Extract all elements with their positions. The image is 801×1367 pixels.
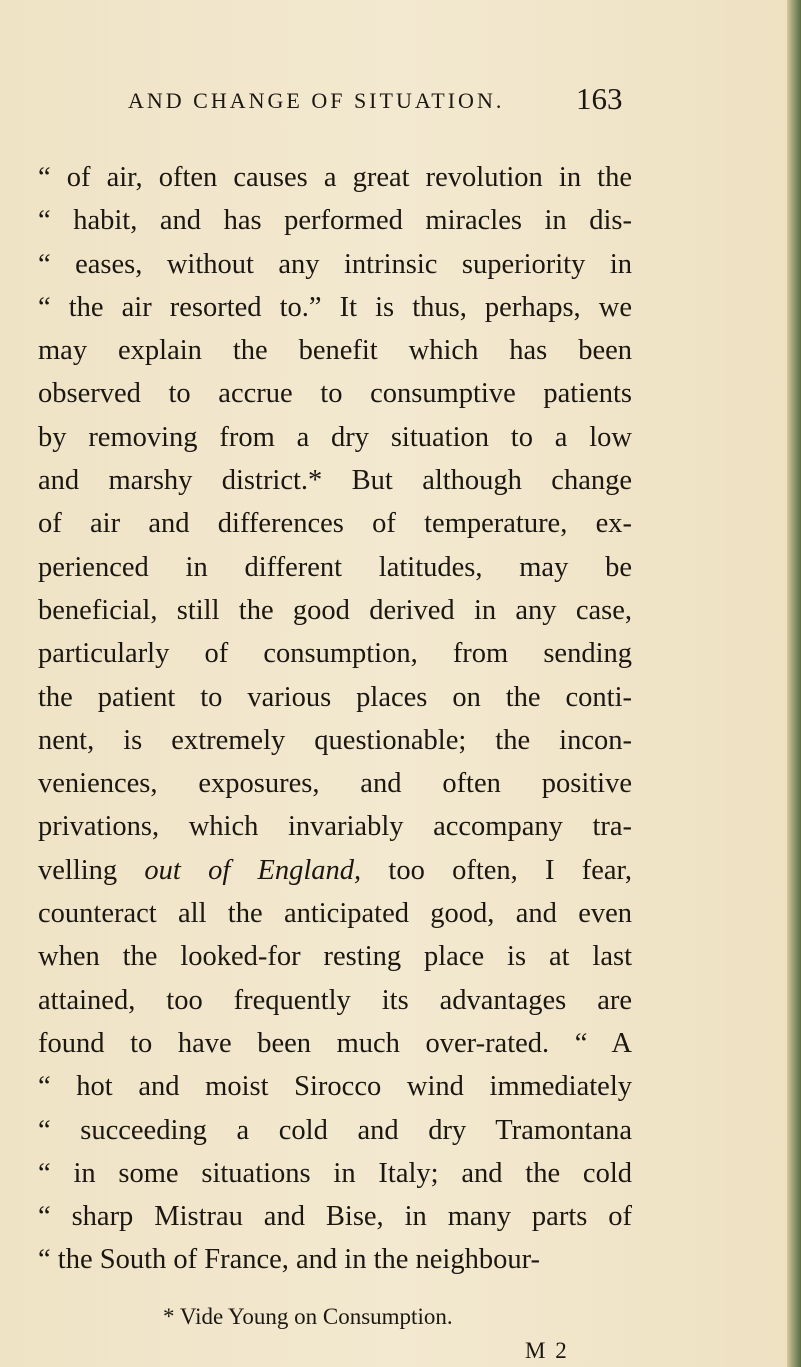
text-line: “ the South of France, and in the neighbour- (38, 1244, 541, 1276)
text-line: “ hot and moist Sirocco wind immediately (38, 1071, 632, 1103)
text-line: may explain the benefit which has been (38, 335, 632, 367)
text-line: beneficial, still the good derived in any case, (38, 594, 632, 626)
text-line: “ succeeding a cold and dry Tramontana (38, 1114, 632, 1146)
text-line: of air and differences of temperature, ex- (38, 508, 632, 540)
signature-mark: M 2 (525, 1338, 569, 1363)
text-line: particularly of consumption, from sending (38, 638, 632, 670)
text-line: “ of air, often causes a great revolution in the (38, 162, 632, 193)
running-header (128, 81, 628, 116)
footnote: * Vide Young on Consumption. (163, 1304, 453, 1329)
text-line-italic-phrase (38, 849, 632, 892)
text-line: “ the air resorted to.” It is thus, perhaps, we (38, 291, 632, 323)
text-line: “ eases, without any intrinsic superiority in (38, 248, 632, 280)
text-line: “ habit, and has performed miracles in dis- (38, 205, 632, 237)
text-line: when the looked-for resting place is at last (38, 941, 632, 973)
text-line: found to have been much over-rated. “ A (38, 1027, 632, 1059)
text-line: and marshy district.* But although change (38, 465, 632, 497)
page-number: 163 (576, 81, 623, 116)
body-text (38, 156, 632, 1282)
page-edge (787, 0, 801, 1367)
text-line: the patient to various places on the conti- (38, 681, 632, 713)
text-line: nent, is extremely questionable; the incon- (38, 724, 632, 756)
text-line: observed to accrue to consumptive patients (38, 378, 632, 410)
text-line: counteract all the anticipated good, and even (38, 898, 632, 930)
text-line: veniences, exposures, and often positive (38, 768, 632, 800)
text-line: attained, too frequently its advantages are (38, 984, 632, 1016)
text-line: perienced in different latitudes, may be (38, 551, 632, 583)
text-line: by removing from a dry situation to a low (38, 421, 632, 453)
text-line: “ sharp Mistrau and Bise, in many parts of (38, 1201, 632, 1233)
line-segment: too often, I fear, (361, 854, 633, 886)
text-line: privations, which invariably accompany tra- (38, 811, 632, 843)
italic-phrase: out of England, (144, 854, 362, 886)
line-segment: velling (38, 854, 145, 886)
text-line: “ in some situations in Italy; and the cold (38, 1157, 632, 1189)
running-title: AND CHANGE OF SITUATION. (128, 88, 505, 113)
